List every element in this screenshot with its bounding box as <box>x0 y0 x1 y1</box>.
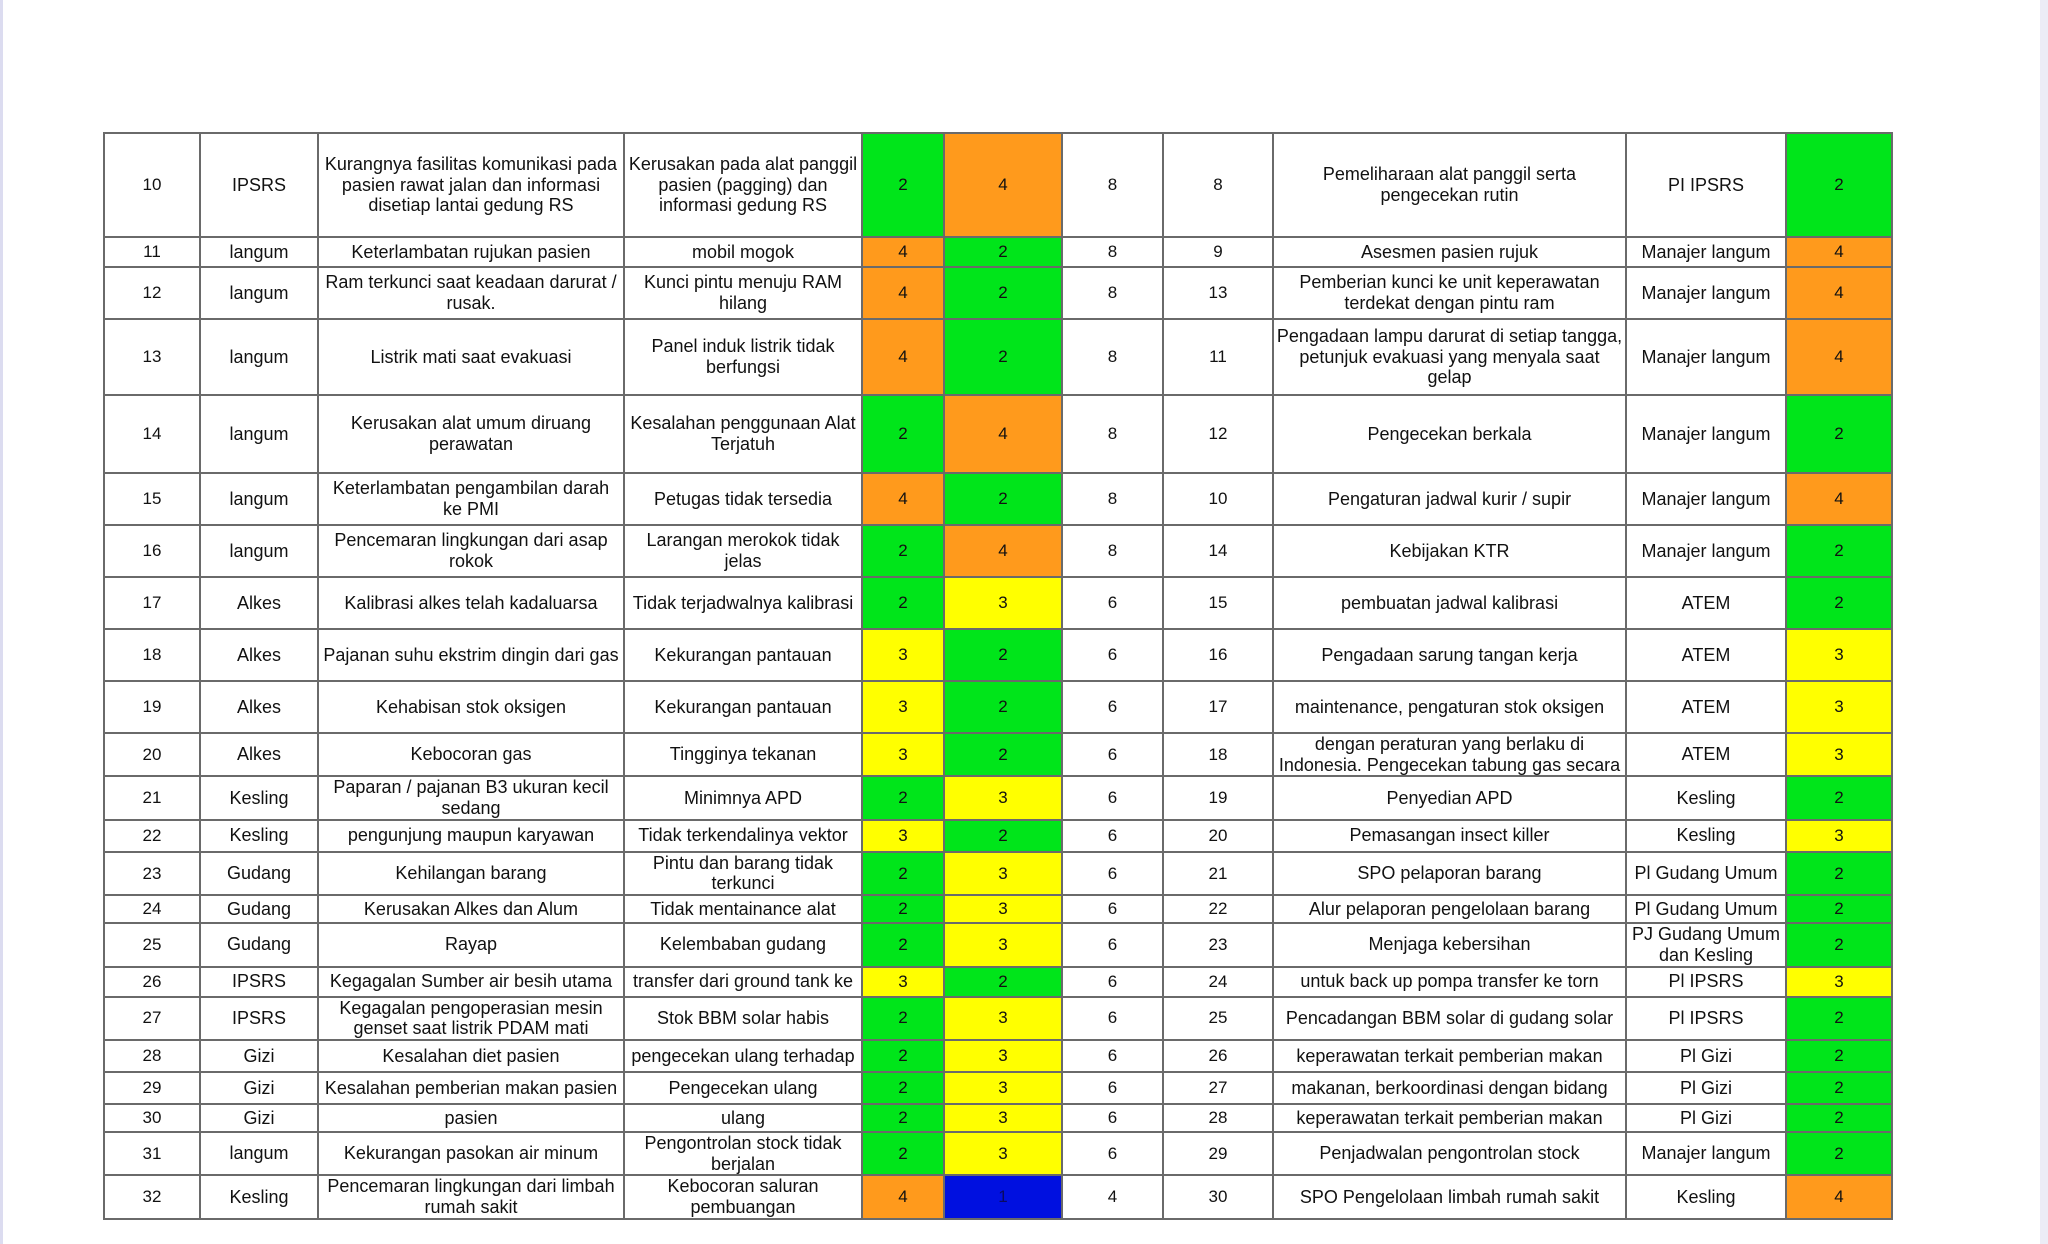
cell-cause: Larangan merokok tidak jelas <box>624 525 862 577</box>
cell-action: SPO pelaporan barang <box>1273 852 1626 895</box>
cell-level: 3 <box>1786 681 1892 733</box>
cell-cause: Kekurangan pantauan <box>624 681 862 733</box>
cell-pic: PI IPSRS <box>1626 133 1786 237</box>
cell-level: 2 <box>1786 1072 1892 1104</box>
cell-cause: Tidak terjadwalnya kalibrasi <box>624 577 862 629</box>
cell-score: 4 <box>1062 1175 1163 1218</box>
cell-pic: Manajer langum <box>1626 319 1786 395</box>
cell-action: Pencadangan BBM solar di gudang solar <box>1273 997 1626 1040</box>
cell-likelihood: 3 <box>862 733 944 776</box>
table-row <box>104 895 1892 923</box>
cell-unit: Gizi <box>200 1040 318 1072</box>
cell-risk: Paparan / pajanan B3 ukuran kecil sedang <box>318 776 624 819</box>
cell-action: maintenance, pengaturan stok oksigen <box>1273 681 1626 733</box>
cell-likelihood: 2 <box>862 1072 944 1104</box>
cell-action: Pemeliharaan alat panggil serta pengecekan rutin <box>1273 133 1626 237</box>
cell-cause: Kerusakan pada alat panggil pasien (pagging) dan informasi gedung RS <box>624 133 862 237</box>
cell-no: 24 <box>104 895 200 923</box>
cell-level: 4 <box>1786 473 1892 525</box>
cell-no: 18 <box>104 629 200 681</box>
cell-risk: Kurangnya fasilitas komunikasi pada pasien rawat jalan dan informasi disetiap lantai gedung RS <box>318 133 624 237</box>
cell-unit: Gudang <box>200 852 318 895</box>
cell-score: 6 <box>1062 1072 1163 1104</box>
cell-risk: Rayap <box>318 923 624 966</box>
cell-risk: Pencemaran lingkungan dari asap rokok <box>318 525 624 577</box>
cell-no: 10 <box>104 133 200 237</box>
table-row <box>104 629 1892 681</box>
cell-no: 31 <box>104 1132 200 1175</box>
cell-unit: Gizi <box>200 1072 318 1104</box>
table-row <box>104 820 1892 852</box>
cell-cause: transfer dari ground tank ke <box>624 967 862 997</box>
cell-pic: ATEM <box>1626 629 1786 681</box>
cell-rank: 12 <box>1163 395 1273 473</box>
cell-risk: Kesalahan pemberian makan pasien <box>318 1072 624 1104</box>
cell-impact: 2 <box>944 681 1062 733</box>
cell-no: 22 <box>104 820 200 852</box>
cell-risk: Kerusakan Alkes dan Alum <box>318 895 624 923</box>
table-row <box>104 1072 1892 1104</box>
cell-no: 20 <box>104 733 200 776</box>
cell-rank: 28 <box>1163 1104 1273 1132</box>
cell-no: 26 <box>104 967 200 997</box>
cell-action: Penyedian APD <box>1273 776 1626 819</box>
left-edge-strip <box>0 0 3 1244</box>
cell-unit: Kesling <box>200 1175 318 1218</box>
cell-pic: PJ Gudang Umum dan Kesling <box>1626 923 1786 966</box>
table-row <box>104 923 1892 966</box>
cell-level: 3 <box>1786 629 1892 681</box>
cell-score: 6 <box>1062 997 1163 1040</box>
cell-pic: Manajer langum <box>1626 525 1786 577</box>
cell-likelihood: 4 <box>862 473 944 525</box>
cell-cause: ulang <box>624 1104 862 1132</box>
cell-level: 2 <box>1786 776 1892 819</box>
cell-impact: 2 <box>944 629 1062 681</box>
table-row <box>104 525 1892 577</box>
table-row <box>104 997 1892 1040</box>
cell-unit: IPSRS <box>200 997 318 1040</box>
cell-rank: 23 <box>1163 923 1273 966</box>
cell-rank: 30 <box>1163 1175 1273 1218</box>
cell-risk: Kalibrasi alkes telah kadaluarsa <box>318 577 624 629</box>
cell-impact: 2 <box>944 319 1062 395</box>
cell-action: Penjadwalan pengontrolan stock <box>1273 1132 1626 1175</box>
cell-impact: 4 <box>944 395 1062 473</box>
cell-no: 28 <box>104 1040 200 1072</box>
cell-pic: Manajer langum <box>1626 267 1786 319</box>
cell-likelihood: 2 <box>862 1132 944 1175</box>
cell-unit: Gudang <box>200 895 318 923</box>
table-row <box>104 1040 1892 1072</box>
cell-level: 2 <box>1786 1132 1892 1175</box>
cell-score: 6 <box>1062 852 1163 895</box>
cell-unit: langum <box>200 319 318 395</box>
cell-rank: 29 <box>1163 1132 1273 1175</box>
table-row <box>104 681 1892 733</box>
cell-risk: Kehabisan stok oksigen <box>318 681 624 733</box>
table-row <box>104 133 1892 237</box>
cell-action: Pemasangan insect killer <box>1273 820 1626 852</box>
cell-score: 8 <box>1062 267 1163 319</box>
cell-score: 6 <box>1062 895 1163 923</box>
cell-cause: Panel induk listrik tidak berfungsi <box>624 319 862 395</box>
cell-rank: 25 <box>1163 997 1273 1040</box>
cell-action: Pengadaan lampu darurat di setiap tangga, petunjuk evakuasi yang menyala saat gelap <box>1273 319 1626 395</box>
cell-unit: langum <box>200 1132 318 1175</box>
cell-no: 30 <box>104 1104 200 1132</box>
cell-action: Menjaga kebersihan <box>1273 923 1626 966</box>
cell-likelihood: 3 <box>862 629 944 681</box>
cell-pic: Pl IPSRS <box>1626 967 1786 997</box>
cell-rank: 9 <box>1163 237 1273 267</box>
cell-rank: 26 <box>1163 1040 1273 1072</box>
cell-score: 6 <box>1062 1104 1163 1132</box>
cell-cause: Pintu dan barang tidak terkunci <box>624 852 862 895</box>
cell-cause: Stok BBM solar habis <box>624 997 862 1040</box>
cell-level: 4 <box>1786 319 1892 395</box>
cell-likelihood: 2 <box>862 776 944 819</box>
cell-action: pembuatan jadwal kalibrasi <box>1273 577 1626 629</box>
cell-action: Pengaturan jadwal kurir / supir <box>1273 473 1626 525</box>
cell-no: 15 <box>104 473 200 525</box>
cell-risk: Keterlambatan rujukan pasien <box>318 237 624 267</box>
cell-rank: 8 <box>1163 133 1273 237</box>
cell-impact: 2 <box>944 267 1062 319</box>
cell-cause: Kebocoran saluran pembuangan <box>624 1175 862 1218</box>
cell-rank: 20 <box>1163 820 1273 852</box>
cell-pic: Pl Gizi <box>1626 1104 1786 1132</box>
cell-cause: Kekurangan pantauan <box>624 629 862 681</box>
cell-action: Kebijakan KTR <box>1273 525 1626 577</box>
cell-risk: Pencemaran lingkungan dari limbah rumah sakit <box>318 1175 624 1218</box>
cell-action: keperawatan terkait pemberian makan <box>1273 1104 1626 1132</box>
cell-level: 3 <box>1786 820 1892 852</box>
cell-unit: IPSRS <box>200 133 318 237</box>
cell-unit: Alkes <box>200 577 318 629</box>
cell-pic: Kesling <box>1626 776 1786 819</box>
cell-action: untuk back up pompa transfer ke torn <box>1273 967 1626 997</box>
cell-likelihood: 2 <box>862 525 944 577</box>
cell-cause: Minimnya APD <box>624 776 862 819</box>
cell-unit: Gizi <box>200 1104 318 1132</box>
cell-level: 2 <box>1786 395 1892 473</box>
cell-unit: langum <box>200 525 318 577</box>
cell-unit: Alkes <box>200 681 318 733</box>
table-row <box>104 852 1892 895</box>
cell-cause: Tingginya tekanan <box>624 733 862 776</box>
table-row <box>104 1175 1892 1218</box>
cell-risk: Kerusakan alat umum diruang perawatan <box>318 395 624 473</box>
cell-level: 2 <box>1786 852 1892 895</box>
cell-no: 17 <box>104 577 200 629</box>
cell-level: 2 <box>1786 1104 1892 1132</box>
cell-impact: 3 <box>944 1104 1062 1132</box>
cell-rank: 14 <box>1163 525 1273 577</box>
cell-cause: Kunci pintu menuju RAM hilang <box>624 267 862 319</box>
cell-no: 16 <box>104 525 200 577</box>
cell-impact: 2 <box>944 237 1062 267</box>
cell-unit: Alkes <box>200 733 318 776</box>
cell-unit: langum <box>200 395 318 473</box>
cell-risk: Listrik mati saat evakuasi <box>318 319 624 395</box>
table-row <box>104 1104 1892 1132</box>
cell-impact: 3 <box>944 577 1062 629</box>
cell-unit: Alkes <box>200 629 318 681</box>
cell-pic: Manajer langum <box>1626 237 1786 267</box>
cell-no: 23 <box>104 852 200 895</box>
cell-likelihood: 2 <box>862 923 944 966</box>
cell-pic: ATEM <box>1626 733 1786 776</box>
cell-action: Pengadaan sarung tangan kerja <box>1273 629 1626 681</box>
cell-rank: 13 <box>1163 267 1273 319</box>
cell-rank: 21 <box>1163 852 1273 895</box>
cell-likelihood: 2 <box>862 852 944 895</box>
cell-level: 4 <box>1786 267 1892 319</box>
cell-likelihood: 4 <box>862 319 944 395</box>
cell-cause: Petugas tidak tersedia <box>624 473 862 525</box>
right-edge-strip <box>2040 0 2048 1244</box>
cell-level: 2 <box>1786 577 1892 629</box>
cell-unit: Kesling <box>200 820 318 852</box>
table-row <box>104 1132 1892 1175</box>
cell-action: dengan peraturan yang berlaku di Indonesia. Pengecekan tabung gas secara <box>1273 733 1626 776</box>
cell-action: Alur pelaporan pengelolaan barang <box>1273 895 1626 923</box>
cell-pic: Manajer langum <box>1626 473 1786 525</box>
table-row <box>104 733 1892 776</box>
cell-no: 13 <box>104 319 200 395</box>
cell-likelihood: 4 <box>862 267 944 319</box>
cell-impact: 1 <box>944 1175 1062 1218</box>
cell-rank: 22 <box>1163 895 1273 923</box>
cell-no: 27 <box>104 997 200 1040</box>
table-row <box>104 319 1892 395</box>
cell-level: 4 <box>1786 237 1892 267</box>
cell-level: 2 <box>1786 1040 1892 1072</box>
cell-impact: 3 <box>944 997 1062 1040</box>
cell-impact: 3 <box>944 1072 1062 1104</box>
cell-level: 2 <box>1786 895 1892 923</box>
cell-level: 2 <box>1786 997 1892 1040</box>
cell-cause: mobil mogok <box>624 237 862 267</box>
cell-action: keperawatan terkait pemberian makan <box>1273 1040 1626 1072</box>
table-row <box>104 967 1892 997</box>
cell-score: 8 <box>1062 473 1163 525</box>
cell-score: 6 <box>1062 1132 1163 1175</box>
cell-score: 8 <box>1062 395 1163 473</box>
cell-likelihood: 2 <box>862 997 944 1040</box>
cell-cause: Tidak terkendalinya vektor <box>624 820 862 852</box>
cell-score: 6 <box>1062 820 1163 852</box>
cell-score: 8 <box>1062 237 1163 267</box>
cell-pic: Manajer langum <box>1626 1132 1786 1175</box>
cell-likelihood: 3 <box>862 681 944 733</box>
cell-rank: 19 <box>1163 776 1273 819</box>
cell-score: 6 <box>1062 577 1163 629</box>
cell-impact: 2 <box>944 473 1062 525</box>
cell-risk: Kekurangan pasokan air minum <box>318 1132 624 1175</box>
cell-rank: 27 <box>1163 1072 1273 1104</box>
cell-action: makanan, berkoordinasi dengan bidang <box>1273 1072 1626 1104</box>
cell-score: 6 <box>1062 776 1163 819</box>
cell-level: 2 <box>1786 133 1892 237</box>
cell-likelihood: 2 <box>862 133 944 237</box>
cell-impact: 3 <box>944 923 1062 966</box>
cell-score: 6 <box>1062 733 1163 776</box>
cell-likelihood: 3 <box>862 967 944 997</box>
cell-rank: 10 <box>1163 473 1273 525</box>
cell-score: 6 <box>1062 1040 1163 1072</box>
cell-cause: Tidak mentainance alat <box>624 895 862 923</box>
cell-pic: Pl IPSRS <box>1626 997 1786 1040</box>
cell-score: 8 <box>1062 133 1163 237</box>
cell-impact: 4 <box>944 525 1062 577</box>
cell-action: SPO Pengelolaan limbah rumah sakit <box>1273 1175 1626 1218</box>
risk-register-table <box>103 132 1893 1220</box>
cell-level: 3 <box>1786 967 1892 997</box>
cell-score: 6 <box>1062 681 1163 733</box>
cell-unit: langum <box>200 237 318 267</box>
cell-risk: Kesalahan diet pasien <box>318 1040 624 1072</box>
cell-impact: 2 <box>944 733 1062 776</box>
cell-risk: Kehilangan barang <box>318 852 624 895</box>
cell-action: Pengecekan berkala <box>1273 395 1626 473</box>
cell-cause: pengecekan ulang terhadap <box>624 1040 862 1072</box>
cell-likelihood: 3 <box>862 820 944 852</box>
cell-score: 6 <box>1062 923 1163 966</box>
cell-unit: IPSRS <box>200 967 318 997</box>
cell-impact: 3 <box>944 1040 1062 1072</box>
cell-no: 21 <box>104 776 200 819</box>
cell-likelihood: 2 <box>862 577 944 629</box>
cell-cause: Kelembaban gudang <box>624 923 862 966</box>
cell-likelihood: 4 <box>862 1175 944 1218</box>
cell-risk: pasien <box>318 1104 624 1132</box>
cell-no: 25 <box>104 923 200 966</box>
cell-no: 19 <box>104 681 200 733</box>
cell-impact: 2 <box>944 967 1062 997</box>
cell-risk: Ram terkunci saat keadaan darurat / rusak. <box>318 267 624 319</box>
cell-risk: Kebocoran gas <box>318 733 624 776</box>
cell-impact: 4 <box>944 133 1062 237</box>
cell-level: 3 <box>1786 733 1892 776</box>
cell-unit: langum <box>200 473 318 525</box>
table-row <box>104 237 1892 267</box>
cell-pic: Pl Gudang Umum <box>1626 895 1786 923</box>
cell-pic: ATEM <box>1626 681 1786 733</box>
cell-likelihood: 4 <box>862 237 944 267</box>
cell-rank: 16 <box>1163 629 1273 681</box>
cell-impact: 3 <box>944 895 1062 923</box>
cell-cause: Pengecekan ulang <box>624 1072 862 1104</box>
cell-likelihood: 2 <box>862 895 944 923</box>
table-row <box>104 577 1892 629</box>
cell-impact: 3 <box>944 852 1062 895</box>
table-row <box>104 473 1892 525</box>
table-row <box>104 267 1892 319</box>
cell-unit: langum <box>200 267 318 319</box>
cell-score: 6 <box>1062 967 1163 997</box>
cell-no: 12 <box>104 267 200 319</box>
cell-action: Pemberian kunci ke unit keperawatan terdekat dengan pintu ram <box>1273 267 1626 319</box>
cell-likelihood: 2 <box>862 1040 944 1072</box>
cell-no: 14 <box>104 395 200 473</box>
cell-pic: Pl Gizi <box>1626 1072 1786 1104</box>
cell-impact: 2 <box>944 820 1062 852</box>
table-row <box>104 776 1892 819</box>
cell-impact: 3 <box>944 1132 1062 1175</box>
cell-no: 11 <box>104 237 200 267</box>
cell-pic: Kesling <box>1626 820 1786 852</box>
cell-likelihood: 2 <box>862 1104 944 1132</box>
cell-rank: 18 <box>1163 733 1273 776</box>
risk-table-body <box>104 133 1892 1219</box>
cell-score: 8 <box>1062 319 1163 395</box>
cell-unit: Gudang <box>200 923 318 966</box>
cell-pic: Pl Gizi <box>1626 1040 1786 1072</box>
cell-risk: pengunjung maupun karyawan <box>318 820 624 852</box>
cell-level: 2 <box>1786 923 1892 966</box>
cell-pic: Manajer langum <box>1626 395 1786 473</box>
cell-level: 2 <box>1786 525 1892 577</box>
table-row <box>104 395 1892 473</box>
cell-pic: Pl Gudang Umum <box>1626 852 1786 895</box>
cell-risk: Kegagalan Sumber air besih utama <box>318 967 624 997</box>
cell-unit: Kesling <box>200 776 318 819</box>
cell-level: 4 <box>1786 1175 1892 1218</box>
cell-pic: ATEM <box>1626 577 1786 629</box>
cell-risk: Kegagalan pengoperasian mesin genset saat listrik PDAM mati <box>318 997 624 1040</box>
cell-pic: Kesling <box>1626 1175 1786 1218</box>
cell-rank: 15 <box>1163 577 1273 629</box>
cell-risk: Keterlambatan pengambilan darah ke PMI <box>318 473 624 525</box>
cell-score: 8 <box>1062 525 1163 577</box>
cell-risk: Pajanan suhu ekstrim dingin dari gas <box>318 629 624 681</box>
cell-action: Asesmen pasien rujuk <box>1273 237 1626 267</box>
cell-no: 32 <box>104 1175 200 1218</box>
cell-rank: 17 <box>1163 681 1273 733</box>
cell-score: 6 <box>1062 629 1163 681</box>
cell-likelihood: 2 <box>862 395 944 473</box>
cell-cause: Kesalahan penggunaan Alat Terjatuh <box>624 395 862 473</box>
cell-impact: 3 <box>944 776 1062 819</box>
cell-rank: 24 <box>1163 967 1273 997</box>
cell-cause: Pengontrolan stock tidak berjalan <box>624 1132 862 1175</box>
cell-no: 29 <box>104 1072 200 1104</box>
cell-rank: 11 <box>1163 319 1273 395</box>
